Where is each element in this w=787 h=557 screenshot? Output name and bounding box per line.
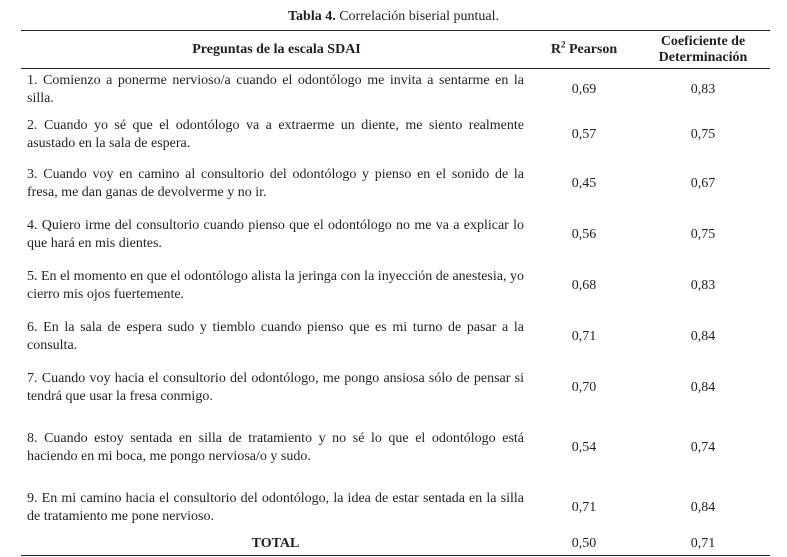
question-cell: 3. Cuando voy en camino al consultorio del odontólogo y pienso en el sonido de la fresa, me dan ganas de devolverme y no ir. xyxy=(27,166,524,200)
coef-cell: 0,84 xyxy=(690,329,716,344)
question-cell: 7. Cuando voy hacia el consultorio del odontólogo, me pongo ansiosa sólo de pensar si tendrá que usar la fresa conmigo. xyxy=(27,371,524,404)
question-cell: 9. En mi camino hacia el consultorio del odontólogo, la idea de estar sentada en la silla de tratamiento me pone nervioso. xyxy=(27,491,524,524)
question-cell: 1. Comienzo a ponerme nervioso/a cuando el odontólogo me invita a sentarme en la silla. xyxy=(27,73,524,107)
header-question: Preguntas de la escala SDAI xyxy=(21,31,532,69)
coef-cell: 0,84 xyxy=(690,500,716,515)
coef-cell: 0,67 xyxy=(690,175,716,191)
header-coefficient: Coeficiente de Determinación xyxy=(636,31,770,69)
question-cell: 2. Cuando yo sé que el odontólogo va a extraerme un diente, me siento realmente asustado en la sala de espera. xyxy=(27,117,524,151)
coef-cell: 0,83 xyxy=(690,278,716,293)
table-caption xyxy=(0,8,787,26)
total-row xyxy=(21,534,770,556)
coef-cell: 0,75 xyxy=(690,227,716,242)
question-cell: 6. En la sala de espera sudo y tiemblo cuando pienso que es mi turno de pasar a la consulta. xyxy=(27,320,524,353)
coef-cell: 0,83 xyxy=(690,82,716,98)
correlation-table xyxy=(21,30,770,556)
total-r2: 0,50 xyxy=(532,534,636,556)
header-row xyxy=(21,31,770,69)
coef-cell: 0,74 xyxy=(690,440,716,455)
table-row xyxy=(21,69,770,112)
coef-cell: 0,84 xyxy=(690,380,716,395)
coef-cell: 0,75 xyxy=(690,126,716,142)
table-row xyxy=(21,112,770,158)
question-cell: 4. Quiero irme del consultorio cuando pienso que el odontólogo no me va a explicar lo que hará en mis dientes. xyxy=(27,218,524,251)
header-r2-pearson: $R^2$ Pearson xyxy=(532,31,636,69)
r2-cell: 0,68 xyxy=(571,278,597,293)
r2-cell: 0,71 xyxy=(571,500,597,515)
question-cell: 5. En el momento en que el odontólogo alista la jeringa con la inyección de anestesia, yo cierro mis ojos fuertemente. xyxy=(27,269,524,302)
table-row xyxy=(21,210,770,261)
r2-cell: 0,54 xyxy=(571,440,597,455)
table-row xyxy=(21,312,770,363)
table-row xyxy=(21,414,770,483)
r2-cell: 0,56 xyxy=(571,227,597,242)
table-row xyxy=(21,363,770,414)
table-row xyxy=(21,158,770,210)
table-row xyxy=(21,483,770,534)
caption-text: Correlación biserial puntual. xyxy=(335,9,500,24)
total-label: TOTAL xyxy=(21,534,532,556)
r2-cell: 0,70 xyxy=(571,380,597,395)
r2-cell: 0,69 xyxy=(571,82,597,98)
question-cell: 8. Cuando estoy sentada en silla de tratamiento y no sé lo que el odontólogo está haciendo en mi boca, me pongo nerviosa/o y sudo. xyxy=(27,431,524,464)
r2-cell: 0,57 xyxy=(571,126,597,142)
table-row xyxy=(21,261,770,312)
caption-label: Tabla 4. xyxy=(287,9,336,24)
r2-cell: 0,45 xyxy=(571,175,597,191)
r2-cell: 0,71 xyxy=(571,329,597,344)
total-coef: 0,71 xyxy=(636,534,770,556)
